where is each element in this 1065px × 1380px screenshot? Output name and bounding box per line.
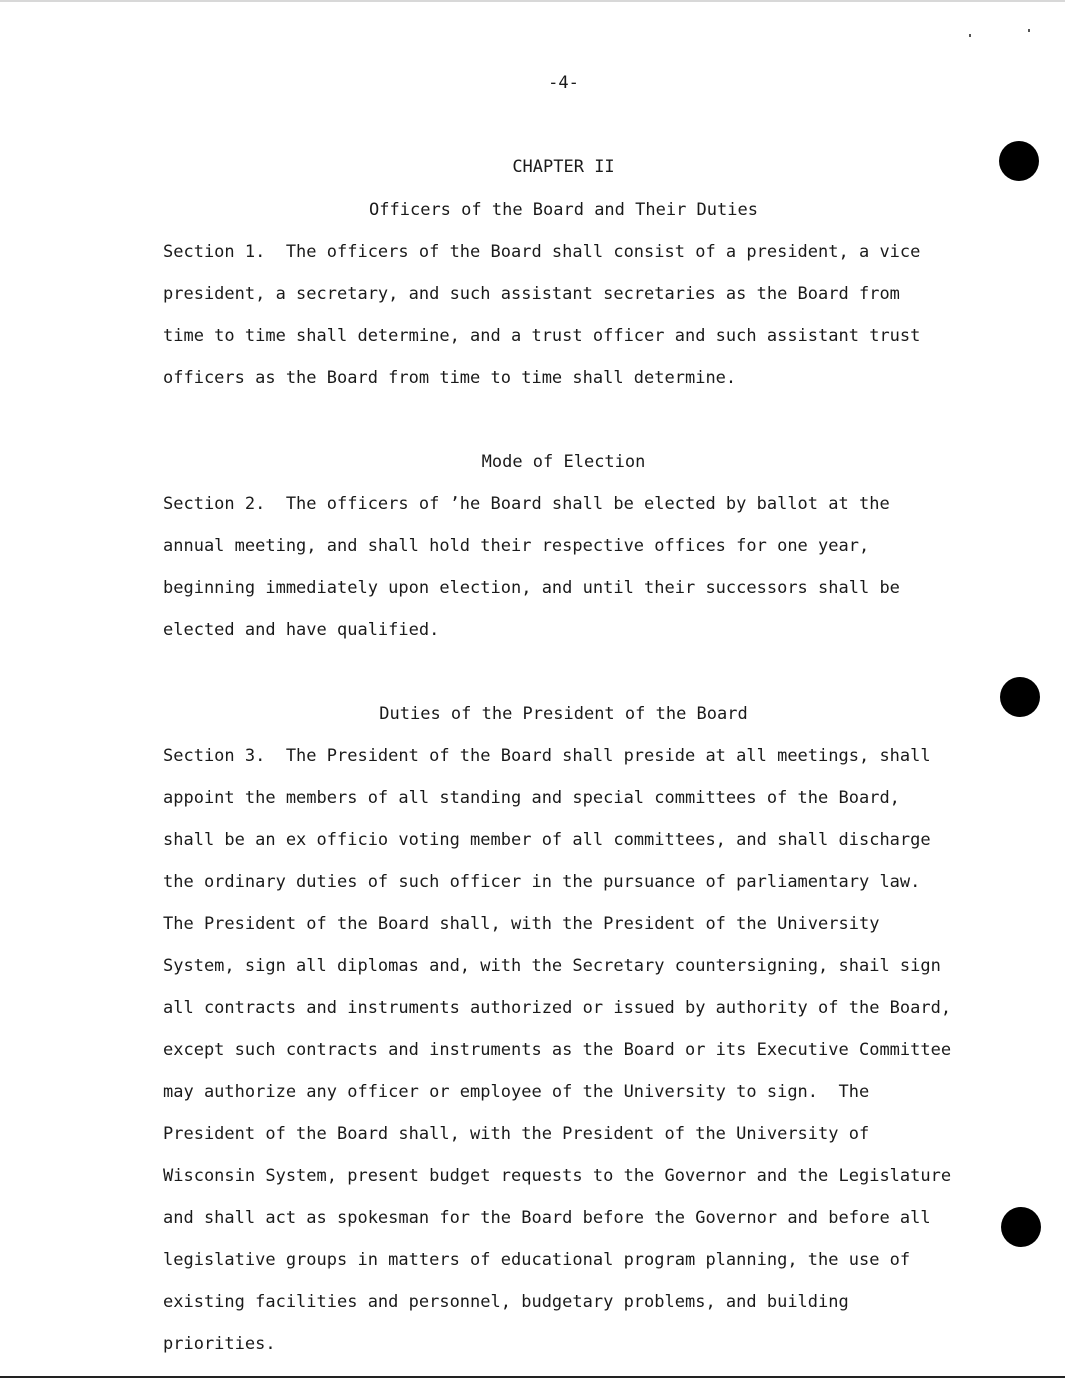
section-3-line: Wisconsin System, present budget requests to the Governor and the Legislature (163, 1166, 952, 1186)
chapter-title: CHAPTER II (512, 157, 615, 177)
section-3-line: legislative groups in matters of educational program planning, the use of (163, 1250, 911, 1270)
section-heading-president-duties: Duties of the President of the Board (379, 704, 748, 724)
section-1-line: Section 1. The officers of the Board shall consist of a president, a vice (163, 242, 921, 262)
section-3-line: shall be an ex officio voting member of all committees, and shall discharge (163, 830, 931, 850)
section-1-line: president, a secretary, and such assistant secretaries as the Board from (163, 284, 900, 304)
section-1-line: officers as the Board from time to time shall determine. (163, 368, 737, 388)
section-3-line: Section 3. The President of the Board shall preside at all meetings, shall (163, 746, 931, 766)
scan-speck (1028, 29, 1030, 32)
section-3-line: may authorize any officer or employee of the University to sign. The (163, 1082, 870, 1102)
page-number: -4- (548, 73, 579, 93)
punch-hole-bottom (1001, 1207, 1041, 1247)
section-3-line: President of the Board shall, with the President of the University of (163, 1124, 870, 1144)
section-3-line: except such contracts and instruments as the Board or its Executive Committee (163, 1040, 952, 1060)
scan-speck (969, 34, 971, 37)
section-2-line: elected and have qualified. (163, 620, 440, 640)
section-3-line: and shall act as spokesman for the Board before the Governor and before all (163, 1208, 931, 1228)
section-3-line: appoint the members of all standing and special committees of the Board, (163, 788, 900, 808)
section-3-line: the ordinary duties of such officer in the pursuance of parliamentary law. (163, 872, 921, 892)
section-3-line: priorities. (163, 1334, 276, 1354)
section-3-line: existing facilities and personnel, budgetary problems, and building (163, 1292, 849, 1312)
section-3-line: System, sign all diplomas and, with the Secretary countersigning, shail sign (163, 956, 941, 976)
section-2-line: beginning immediately upon election, and until their successors shall be (163, 578, 900, 598)
scan-bottom-edge (0, 1376, 1065, 1378)
section-2-line: Section 2. The officers of ʼhe Board shall be elected by ballot at the (163, 494, 890, 514)
scan-top-edge (0, 0, 1065, 2)
section-heading-election: Mode of Election (481, 452, 646, 472)
section-3-line: The President of the Board shall, with the President of the University (163, 914, 880, 934)
section-2-line: annual meeting, and shall hold their respective offices for one year, (163, 536, 870, 556)
section-heading-officers: Officers of the Board and Their Duties (369, 200, 758, 220)
section-1-line: time to time shall determine, and a trust officer and such assistant trust (163, 326, 921, 346)
section-3-line: all contracts and instruments authorized or issued by authority of the Board, (163, 998, 952, 1018)
